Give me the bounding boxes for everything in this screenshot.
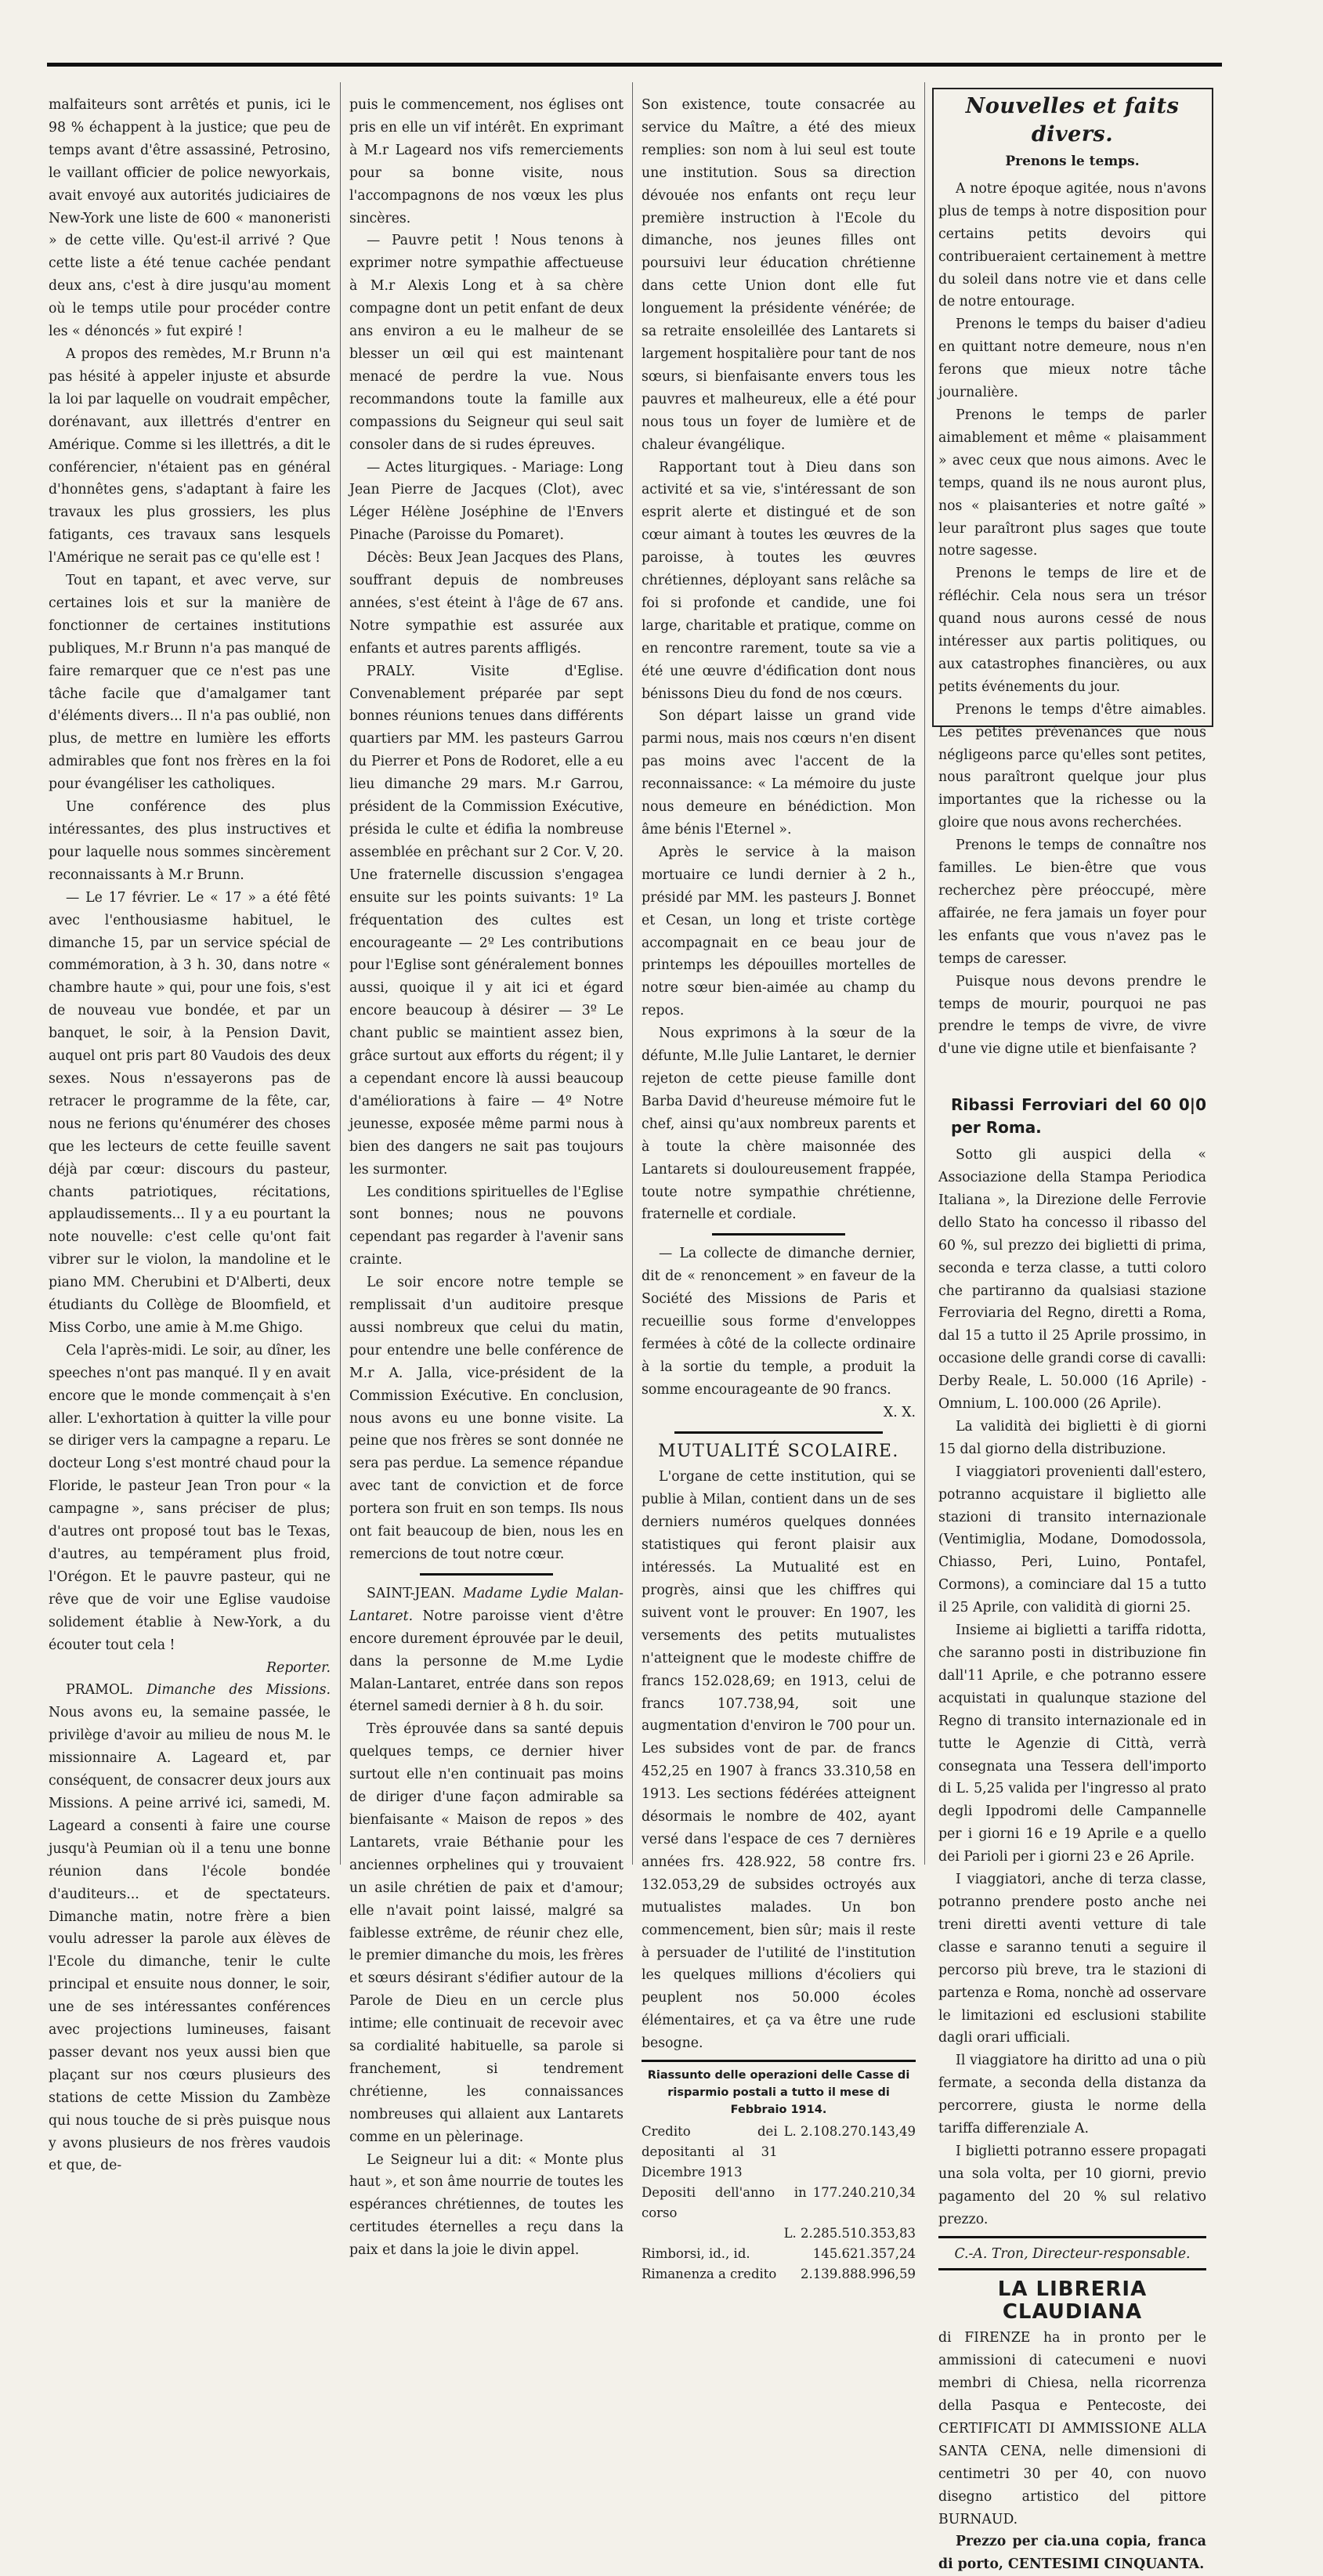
col2-paragraph: PRALY. Visite d'Eglise. Convenablement préparée par sept bonnes réunions tenues dans différents quartiers par MM. les pasteurs Garrou du Pierrer et Pons de Rodoret, elle a eu lieu dimanche 29 mars. M.r Garrou, président de la Commission Exécutive, présida le culte et édifia la nombreuse assemblée en prêchant sur 2 Cor. V, 20. Une fraternelle discussion s'engagea ensuite sur les points suivants: 1º La fréquentation des cultes est encourageante — 2º Les contributions pour l'Eglise sont généralement bonnes aussi, quoique il y ait ici et égard encore beaucoup à désirer — 3º Le chant public se maintient assez bien, grâce surtout aux efforts du régent; il y a cependant encore là aussi beaucoup d'améliorations à faire — 4º Notre jeunesse, exposée même parmi nous à bien des dangers ne sait pas toujours les surmonter. xyxy=(349,663,624,1178)
cassa-row-label: Rimborsi, id., id. xyxy=(642,2246,750,2262)
column-4 xyxy=(938,92,1206,2573)
libreria-title: LA LIBRERIA CLAUDIANA xyxy=(997,2278,1148,2325)
column-divider-1 xyxy=(340,82,341,1865)
col1-paragraph: Tout en tapant, et avec verve, sur certaines lois et sur la manière de fonctionner de certaines institutions publiques, M.r Brunn n'a pas manqué de faire remarquer que ce n'est pas une tâche facile que d'amalgamer tant d'éléments divers... Il n'a pas oublié, non plus, de mettre en lumière les efforts admirables que font nos frères en la foi pour évangéliser les catholiques. xyxy=(49,573,331,793)
nouvelles-paragraph: Prenons le temps de parler aimablement et même « plaisamment » avec ceux que nous aimons. Avec le temps, quand ils ne nous auront plus, nos « plaisanteries et notre gaîté » leur paraîtront plus sages que toute notre sagesse. xyxy=(938,407,1206,559)
nouvelles-paragraph: A notre époque agitée, nous n'avons plus de temps à notre disposition pour certains petits devoirs qui contribueraient certainement à mettre du soleil dans notre vie et dans celle de notre entourage. xyxy=(938,180,1206,310)
cassa-row-label: Credito dei depositanti al 31 Dicembre 1913 xyxy=(642,2124,778,2180)
cassa-risparmio-title: Riassunto delle operazioni delle Casse di risparmio postali a tutto il mese di Febbraio 1914. xyxy=(647,2069,910,2117)
saint-jean-subheading: Madame Lydie Malan-Lantaret. xyxy=(349,1585,624,1624)
section-rule xyxy=(938,2236,1206,2238)
mutualite-title: MUTUALITÉ SCOLAIRE. xyxy=(658,1441,899,1461)
col2-paragraph: Le soir encore notre temple se remplissait d'un auditoire presque aussi nombreux que celui du matin, pour entendre une belle conférence de M.r A. Jalla, vice-président de la Commission Exécutive. En conclusion, nous avons eu une bonne visite. La peine que nos frères se sont donnée ne sera pas perdue. La semence répandue avec tant de conviction et de force portera son fruit en son temps. Ils nous ont fait beaucoup de bien, nous les en remercions de tout notre cœur. xyxy=(349,1275,624,1562)
ribassi-paragraph: I biglietti potranno essere propagati una sola volta, per 10 giorni, previo pagamento del 20 % sul relativo prezzo. xyxy=(938,2143,1206,2227)
pramol-subheading: Dimanche des Missions. xyxy=(146,1682,331,1699)
col2-paragraph: — Actes liturgiques. - Mariage: Long Jean Pierre de Jacques (Clot), avec Léger Hélène Joséphine de l'Envers Pinache (Paroisse du Pomaret). xyxy=(349,459,624,544)
col3-paragraph: Nous exprimons à la sœur de la défunte, M.lle Julie Lantaret, le dernier rejeton de cette pieuse famille dont Barba David d'heureuse mémoire fut le chef, ainsi qu'aux nombreux parents et à toute la chère maisonnée des Lantarets si douloureusement frappée, toute notre sympathie chrétienne, fraternelle et cordiale. xyxy=(642,1026,916,1223)
saint-jean-heading: SAINT-JEAN. xyxy=(367,1585,455,1601)
ribassi-paragraph: Sotto gli auspici della « Associazione della Stampa Periodica Italiana », la Direzione delle Ferrovie dello Stato ha concesso il ribasso del 60 %, sul prezzo dei biglietti di prima, seconda e terza classe, a tutti coloro che partiranno da qualsiasi stazione Ferroviaria del Regno, diretti a Roma, dal 15 a tutto il 25 Aprile prossimo, in occasione delle grandi corse di cavalli: Derby Reale, L. 50.000 (16 Aprile) - Omnium, L. 100.000 (26 Aprile). xyxy=(938,1147,1206,1413)
section-rule xyxy=(712,1233,845,1236)
col3-paragraph: Son existence, toute consacrée au service du Maître, a été des mieux remplies: son nom à lui seul est toute une institution. Sous sa direction dévouée nos enfants ont reçu leur première instruction à l'Ecole du dimanche, nos jeunes filles ont poursuivi leur éducation chrétienne dans cette Union dont elle fut longuement la présidente vénérée; de sa retraite ensoleillée des Lantarets si largement hospitalière pour tant de nos sœurs, si bienfaisante envers tous les pauvres et malheureux, elle a été pour nous tous un foyer de lumière et de chaleur évangélique. xyxy=(642,97,916,453)
col2-paragraph: — Pauvre petit ! Nous tenons à exprimer notre sympathie affectueuse à M.r Alexis Long et à sa chère compagne dont un petit enfant de deux ans environ a eu le malheur de se blesser un œil qui est maintenant menacé de perdre la vue. Nous recommandons toute la famille aux compassions du Seigneur qui seul sait consoler dans de si rudes épreuves. xyxy=(349,233,624,453)
ribassi-paragraph: Insieme ai biglietti a tariffa ridotta, che saranno posti in distribuzione fin dall'11 Aprile, e che potranno essere acquistati in qualunque stazione del Regno di transito internazionale ed in tutte le Agenzie di Città, verrà consegnata una Tessera dell'importo di L. 5,25 valida per l'ingresso al prato degli Ippodromi delle Campannelle per i giorni 16 e 19 Aprile e a quello dei Parioli per i giorni 23 e 26 Aprile. xyxy=(938,1623,1206,1865)
director-line: C.-A. Tron, Directeur-responsable. xyxy=(954,2245,1191,2262)
section-rule xyxy=(642,2060,916,2062)
cassa-row xyxy=(642,2223,916,2244)
col2-paragraph: puis le commencement, nos églises ont pris en elle un vif intérêt. En exprimant à M.r Lageard nos vifs remerciements pour sa bonne visite, nous l'accompagnons de nos vœux les plus sincères. xyxy=(349,97,624,226)
col1-paragraph: malfaiteurs sont arrêtés et punis, ici le 98 % échappent à la justice; que peu de temps avant d'être assassiné, Petrosino, le vaillant officier de police newyorkais, avait envoyé aux autorités judiciaires de New-York une liste de 600 « manoneristi » de cette ville. Qu'est-il arrivé ? Que cette liste a été tenue cachée pendant deux ans, c'est à dire jusqu'au moment où le temps utile pour procéder contre les « dénoncés » fut expiré ! xyxy=(49,97,331,340)
column-divider-2 xyxy=(632,82,633,1865)
col1-signature: Reporter. xyxy=(266,1659,331,1676)
libreria-price: Prezzo per cia.una copia, franca di porto, CENTESIMI CINQUANTA. xyxy=(938,2534,1206,2573)
col2-paragraph: Le Seigneur lui a dit: « Monte plus haut », et son âme nourrie de toutes les espérances chrétiennes, de toutes les certitudes éternelles a reçu dans la paix et dans la joie le divin appel. xyxy=(349,2151,624,2259)
libreria-body: di FIRENZE ha in pronto per le ammissioni di catecumeni e nuovi membri di Chiesa, nella ricorrenza della Pasqua e Pentecoste, dei CERTIFICATI DI AMMISSIONE ALLA SANTA CENA, nelle dimensioni di centimetri 30 per 40, con nuovo disegno artistico del pittore BURNAUD. xyxy=(938,2330,1206,2527)
cassa-row xyxy=(642,2244,916,2264)
col2-paragraph: Les conditions spirituelles de l'Eglise sont bonnes; nous ne pouvons cependant pas regarder à l'avenir sans crainte. xyxy=(349,1184,624,1268)
nouvelles-paragraph: Prenons le temps du baiser d'adieu en quittant notre demeure, nous n'en ferons que mieux notre tâche journalière. xyxy=(938,317,1206,401)
top-rule xyxy=(47,63,1222,67)
section-rule xyxy=(420,1573,553,1576)
col1-paragraph: A propos des remèdes, M.r Brunn n'a pas hésité à appeler injuste et absurde la loi par laquelle on voudrait empêcher, dorénavant, aux illettrés d'entrer en Amérique. Comme si les illettrés, a dit le conférencier, n'étaient pas en général d'honnêtes gens, s'adaptant à faire les travaux les plus grossiers, les plus fatigants, ces travaux sans lesquels l'Amérique ne serait pas ce qu'elle est ! xyxy=(49,346,331,566)
col1-paragraph: Une conférence des plus intéressantes, des plus instructives et pour laquelle nous sommes sincèrement reconnaissants à M.r Brunn. xyxy=(49,799,331,883)
col3-signature: X. X. xyxy=(883,1404,916,1420)
cassa-row xyxy=(642,2122,916,2183)
nouvelles-paragraph: Prenons le temps d'être aimables. Les petites prévenances que nous négligeons parce qu'elles sont petites, nous paraîtront quelque jour plus importantes que la richesse ou la gloire que nous avons recherchées. xyxy=(938,701,1206,831)
nouvelles-title: Nouvelles et faits divers. xyxy=(965,94,1180,147)
saint-jean-body: Notre paroisse vient d'être encore durement éprouvée par le deuil, dans la personne de M.me Lydie Malan-Lantaret, entrée dans son repos éternel samedi dernier à 8 h. du soir. xyxy=(349,1608,624,1715)
nouvelles-paragraph: Prenons le temps de lire et de réfléchir. Cela nous sera un trésor quand nous aurons cessé de nous intéresser aux partis politiques, ou aux catastrophes financières, ou aux petits événements du jour. xyxy=(938,566,1206,695)
cassa-row-label: Depositi dell'anno in corso xyxy=(642,2185,807,2221)
col2-paragraph: Très éprouvée dans sa santé depuis quelques temps, ce dernier hiver surtout elle n'en continuait pas moins de diriger d'une façon admirable sa bienfaisante « Maison de repos » des Lantarets, vraie Béthanie pour les anciennes orphelines qui y trouvaient un asile chrétien de paix et d'amour; elle n'avait point laissé, malgré sa faiblesse extrême, de réunir chez elle, le premier dimanche du mois, les frères et sœurs désirant s'édifier autour de la Parole de Dieu en un cercle plus intime; elle continuait de recevoir avec sa cordialité habituelle, sa parole si franchement, si tendrement chrétienne, les connaissances nombreuses qui allaient aux Lantarets comme en un pèlerinage. xyxy=(349,1721,624,2145)
nouvelles-paragraph: Puisque nous devons prendre le temps de mourir, pourquoi ne pas prendre le temps de vivre, de vivre d'une vie digne utile et bienfaisante ? xyxy=(938,973,1206,1058)
ribassi-paragraph: La validità dei biglietti è di giorni 15 dal giorno della distribuzione. xyxy=(938,1418,1206,1457)
nouvelles-subtitle: Prenons le temps. xyxy=(1005,154,1140,169)
pramol-article xyxy=(49,1679,331,2177)
section-rule xyxy=(938,2268,1206,2270)
mutualite-body: L'organe de cette institution, qui se publie à Milan, contient dans un de ses derniers numéros quelques données statistiques qui feront plaisir aux intéressés. La Mutualité est en progrès, ainsi que les chiffres qui suivent vont le prouver: En 1907, les versements des petits mutualistes n'atteignent que le modeste chiffre de francs 152.028,69; en 1913, celui de francs 107.738,94, soit une augmentation d'environ le 700 pour un. Les subsides vont de par. de francs 452,25 en 1907 à francs 33.310,58 en 1913. Les sections fédérées atteignent désormais le nombre de 402, ayant versé dans l'espace de ces 7 dernières années frs. 428.922, 58 contre frs. 132.053,29 de subsides octroyés aux mutualistes malades. Un bon commencement, bien sûr; mais il reste à persuader de l'utilité de l'institution les quelques millions d'écoliers qui peuplent nos 50.000 écoles élémentaires, et ça va être une rude besogne. xyxy=(642,1469,916,2052)
pramol-heading: PRAMOL. xyxy=(66,1682,133,1699)
saint-jean-article xyxy=(349,1583,624,1718)
cassa-row-label xyxy=(642,2223,648,2244)
col3-paragraph: Rapportant tout à Dieu dans son activité et sa vie, s'intéressant de son esprit alerte et distingué et de son cœur aimant à toutes les œuvres de la paroisse, à toutes les œuvres chrétiennes, déployant sans relâche sa foi si profonde et candide, une foi large, charitable et pratique, comme on en rencontre rarement, toute sa vie a été une œuvre d'édification dont nous bénissons Dieu du fond de nos cœurs. xyxy=(642,459,916,702)
col3-paragraph: Après le service à la maison mortuaire ce lundi dernier à 2 h., présidé par MM. les pasteurs J. Bonnet et Cesan, un long et triste cortège accompagnait en ce beau jour de printemps les dépouilles mortelles de notre sœur bien-aimée au champ du repos. xyxy=(642,844,916,1019)
ribassi-paragraph: I viaggiatori provenienti dall'estero, potranno acquistare il biglietto alle stazioni di transito internazionale (Ventimiglia, Modane, Domodossola, Chiasso, Peri, Luino, Pontafel, Cormons), a cominciare dal 15 a tutto il 25 Aprile, con validità di giorni 25. xyxy=(938,1463,1206,1616)
col1-paragraph: — Le 17 février. Le « 17 » a été fêté avec l'enthousiasme habituel, le dimanche 15, par un service spécial de commémoration, à 3 h. 30, dans notre « chambre haute » qui, pour une fois, s'est de nouveau vue bondée, et par un banquet, le soir, à la Pension Davit, auquel ont pris part 80 Vaudois des deux sexes. Nous n'essayerons pas de retracer le programme de la fête, car, nous ne ferions qu'énumérer des choses que les lecteurs de cette feuille savent déjà par cœur: discours du pasteur, chants patriotiques, récitations, applaudissements... Il y a eu pourtant la note nouvelle: c'est celle qu'ont fait vibrer sur le violon, la mandoline et le piano MM. Cherubini et D'Alberti, deux étudiants du Collège de Bloomfield, et Miss Corbo, une amie à M.me Ghigo. xyxy=(49,889,331,1336)
ribassi-paragraph: Il viaggiatore ha diritto ad una o più fermate, a seconda della distanza da percorrere, giusta le norme della tariffa differenziale A. xyxy=(938,2053,1206,2137)
cassa-row-value: 145.621.357,24 xyxy=(812,2246,916,2262)
col2-paragraph: Décès: Beux Jean Jacques des Plans, souffrant depuis de nombreuses années, s'est éteint à l'âge de 67 ans. Notre sympathie est assurée aux enfants et autres parents affligés. xyxy=(349,550,624,657)
ribassi-title: Ribassi Ferroviari del 60 0|0 per Roma. xyxy=(951,1095,1206,1138)
column-divider-3 xyxy=(924,82,925,1865)
nouvelles-paragraph: Prenons le temps de connaître nos familles. Le bien-être que vous recherchez père préoccupé, mère affairée, ne fera jamais un foyer pour les enfants que vous n'avez pas le temps de caresser. xyxy=(938,838,1206,967)
column-2 xyxy=(349,94,624,2259)
column-3 xyxy=(642,94,916,2282)
cassa-row xyxy=(642,2264,916,2285)
cassa-row-value: 177.240.210,34 xyxy=(812,2185,916,2201)
col3-paragraph: — La collecte de dimanche dernier, dit de « renoncement » en faveur de la Société des Missions de Paris et recueillie sous forme d'enveloppes fermées à côté de la collecte ordinaire à la sortie du temple, a produit la somme encourageante de 90 francs. xyxy=(642,1246,916,1398)
col3-paragraph: Son départ laisse un grand vide parmi nous, mais nos cœurs n'en disent pas moins avec l'accent de la reconnaissance: « La mémoire du juste nous demeure en bénédiction. Mon âme bénis l'Eternel ». xyxy=(642,708,916,838)
cassa-row-value: L. 2.285.510.353,83 xyxy=(783,2226,916,2241)
ribassi-paragraph: I viaggiatori, anche di terza classe, potranno prendere posto anche nei treni diretti aventi vetture di tale classe e saranno tenuti a seguire il percorso più breve, tra le stazioni di partenza e Roma, nonchè ad osservare le limitazioni ed esclusioni stabilite dagli orari ufficiali. xyxy=(938,1872,1206,2046)
cassa-row-value: L. 2.108.270.143,49 xyxy=(783,2124,916,2140)
section-rule xyxy=(674,1431,883,1434)
col1-paragraph: Cela l'après-midi. Le soir, au dîner, les speeches n'ont pas manqué. Il y en avait encore que le monde commençait à s'en aller. L'exhortation à quitter la ville pour se diriger vers la campagne a reparu. Le docteur Long s'est montré chaud pour la Floride, le pasteur Jean Tron pour « la campagne », sans préciser de plus; d'autres ont proposé tout bas le Texas, d'autres, au tempérament plus froid, l'Orégon. Et le pauvre pasteur, qui ne rêve que de voir une Eglise vaudoise solidement établie à New-York, a du écouter tout cela ! xyxy=(49,1342,331,1653)
cassa-row xyxy=(642,2183,916,2223)
column-1 xyxy=(49,94,331,2174)
pramol-body: Nous avons eu, la semaine passée, le privilège d'avoir au milieu de nous M. le missionnaire A. Lageard et, par conséquent, de consacrer deux jours aux Missions. A peine arrivé ici, samedi, M. Lageard a consenti à faire une course jusqu'à Peumian où il a tenu une bonne réunion dans l'école bondée d'auditeurs... et de spectateurs. Dimanche matin, notre frère a bien voulu adresser la parole aux élèves de l'Ecole du dimanche, tenir le culte principal et ensuite nous donner, le soir, une de ses intéressantes conférences avec projections lumineuses, faisant passer devant nos yeux aussi bien que plaçant sur nos cœurs plusieurs des stations de cette Mission du Zambèze qui nous touche de si près puisque nous y avons plusieurs de nos frères vaudois et que, de- xyxy=(49,1705,331,2174)
cassa-row-value: 2.139.888.996,59 xyxy=(801,2267,916,2282)
cassa-row-label: Rimanenza a credito xyxy=(642,2267,777,2282)
